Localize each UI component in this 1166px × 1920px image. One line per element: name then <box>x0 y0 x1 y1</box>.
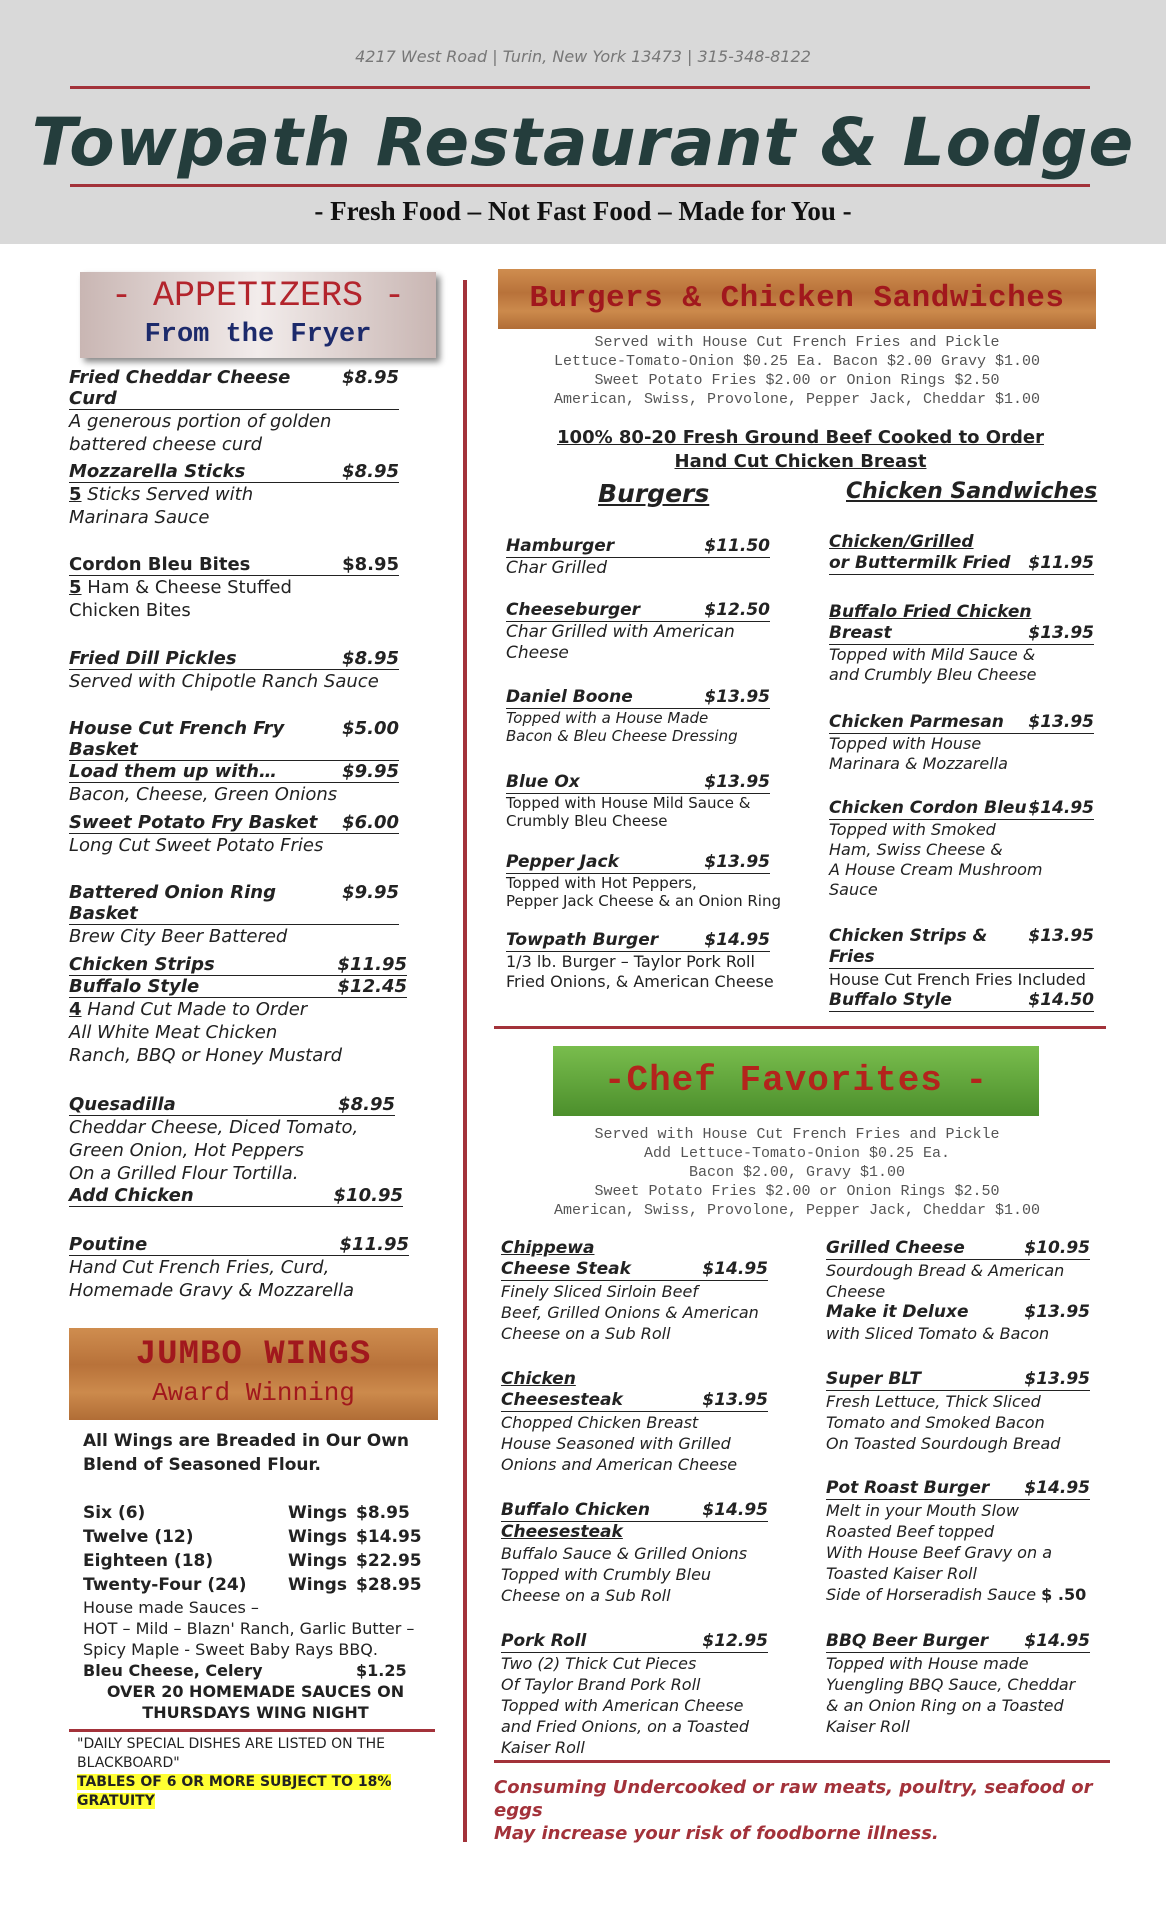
header-bottom-rule <box>70 184 1090 187</box>
appetizers-banner <box>80 272 436 358</box>
burgers-served-info: Served with House Cut French Fries and Pickle Lettuce-Tomato-Onion $0.25 Ea. Bacon $2.00 Gravy $1.00 Sweet Potato Fries $2.00 or Onion Rings $2.50 American, Swiss, Provolone, Pepper Jack, Cheddar $1.00 <box>553 334 1041 408</box>
bleu-cheese-line: Bleu Cheese, Celery <box>83 1661 263 1680</box>
menu-item: Cheeseburger $12.50 Char Grilled with American Cheese <box>506 600 770 663</box>
menu-item: Buffalo Chicken $14.95 Cheesesteak Buffalo Sauce & Grilled Onions Topped with Crumbly Bleu Cheese on a Sub Roll <box>501 1500 768 1605</box>
menu-item: Grilled Cheese $10.95 Sourdough Bread & American Cheese Make it Deluxe $13.95 with Sliced Tomato & Bacon <box>826 1238 1090 1343</box>
menu-item: House Cut French Fry Basket $5.00 Load them up with… $9.95 Bacon, Cheese, Green Onions <box>69 718 399 805</box>
column-divider <box>463 280 467 1842</box>
header-top-rule <box>70 86 1090 89</box>
burgers-banner <box>498 269 1096 329</box>
notes-rule <box>69 1729 435 1732</box>
menu-item: Super BLT $13.95 Fresh Lettuce, Thick Sliced Tomato and Smoked Bacon On Toasted Sourdough Bread <box>826 1369 1090 1453</box>
menu-item: Daniel Boone $13.95 Topped with a House Made Bacon & Bleu Cheese Dressing <box>506 687 770 745</box>
menu-item: Pot Roast Burger $14.95 Melt in your Mouth Slow Roasted Beef topped With House Beef Gravy on a Toasted Kaiser Roll Side of Horseradish Sauce $ .50 <box>826 1478 1090 1604</box>
menu-item: Poutine $11.95 Hand Cut French Fries, Curd, Homemade Gravy & Mozzarella <box>69 1234 409 1301</box>
bleu-cheese-price: $1.25 <box>356 1661 407 1680</box>
foodborne-warning: Consuming Undercooked or raw meats, poultry, seafood or eggs May increase your risk of foodborne illness. <box>494 1777 1093 1844</box>
menu-item: Hamburger $11.50 Char Grilled <box>506 536 770 578</box>
header-band <box>0 0 1166 244</box>
menu-item: Chicken Strips $11.95 Buffalo Style $12.45 4 Hand Cut Made to Order All White Meat Chicken Ranch, BBQ or Honey Mustard <box>69 954 407 1066</box>
chef-heading: -Chef Favorites - <box>603 1060 989 1101</box>
wings-sauces: House made Sauces – HOT – Mild – Blazn' Ranch, Garlic Butter – Spicy Maple - Sweet Baby Rays BBQ. <box>83 1598 415 1659</box>
burgers-heading: Burgers & Chicken Sandwiches <box>529 281 1065 316</box>
warning-rule <box>494 1760 1110 1763</box>
menu-item: Sweet Potato Fry Basket $6.00 Long Cut Sweet Potato Fries <box>69 812 399 856</box>
restaurant-title: Towpath Restaurant & Lodge <box>31 104 1135 181</box>
daily-special-note: "DAILY SPECIAL DISHES ARE LISTED ON THE BLACKBOARD" <box>77 1736 385 1771</box>
gratuity-note: TABLES OF 6 OR MORE SUBJECT TO 18% GRATUITY <box>77 1774 392 1809</box>
menu-item: Buffalo Fried Chicken Breast $13.95 Topped with Mild Sauce & and Crumbly Bleu Cheese <box>829 602 1094 684</box>
wings-subheading: Award Winning <box>152 1378 355 1408</box>
address: 4217 West Road | Turin, New York 13473 | 315-348-8122 <box>355 47 811 66</box>
wings-heading: JUMBO WINGS <box>135 1336 372 1374</box>
tagline: - Fresh Food – Not Fast Food – Made for You - <box>314 196 852 226</box>
chef-served-info: Served with House Cut French Fries and Pickle Add Lettuce-Tomato-Onion $0.25 Ea. Bacon $2.00, Gravy $1.00 Sweet Potato Fries $2.00 or Onion Rings $2.50 American, Swiss, Provolone, Pepper Jack, Cheddar $1.00 <box>553 1126 1041 1219</box>
menu-item: Battered Onion Ring Basket $9.95 Brew City Beer Battered <box>69 882 399 947</box>
menu-item: Blue Ox $13.95 Topped with House Mild Sauce & Crumbly Bleu Cheese <box>506 772 770 830</box>
menu-item: Fried Cheddar Cheese Curd $8.95 A generous portion of golden battered cheese curd <box>69 367 399 455</box>
burgers-subtitle: Burgers <box>598 479 710 508</box>
menu-item: Chicken Cheesesteak $13.95 Chopped Chicken Breast House Seasoned with Grilled Onions and American Cheese <box>501 1369 768 1474</box>
menu-item: Fried Dill Pickles $8.95 Served with Chipotle Ranch Sauce <box>69 648 399 692</box>
menu-item: Chicken/Grilled or Buttermilk Fried $11.95 <box>829 532 1094 573</box>
chicken-subtitle: Chicken Sandwiches <box>846 479 1098 504</box>
wings-banner <box>69 1328 438 1420</box>
menu-item: Chicken Parmesan $13.95 Topped with House Marinara & Mozzarella <box>829 712 1094 773</box>
menu-item: Quesadilla $8.95 Cheddar Cheese, Diced Tomato, Green Onion, Hot Peppers On a Grilled Flour Tortilla. Add Chicken $10.95 <box>69 1094 403 1206</box>
homemade-sauces-note: OVER 20 HOMEMADE SAUCES ON THURSDAYS WING NIGHT <box>106 1682 405 1722</box>
wings-intro: All Wings are Breaded in Our Own Blend of Seasoned Flour. <box>83 1431 410 1475</box>
appetizers-subheading: From the Fryer <box>144 320 372 350</box>
menu-item: BBQ Beer Burger $14.95 Topped with House made Yuengling BBQ Sauce, Cheddar & an Onion Ring on a Toasted Kaiser Roll <box>826 1631 1090 1736</box>
menu-item: Pepper Jack $13.95 Topped with Hot Peppers, Pepper Jack Cheese & an Onion Ring <box>506 852 781 910</box>
menu-item: Mozzarella Sticks $8.95 5 Sticks Served with Marinara Sauce <box>69 461 399 528</box>
menu-item: Pork Roll $12.95 Two (2) Thick Cut Pieces Of Taylor Brand Pork Roll Topped with American Cheese and Fried Onions, on a Toasted Kaiser Roll <box>501 1631 768 1757</box>
appetizers-heading: - APPETIZERS - <box>110 276 406 316</box>
menu-item: Chippewa Cheese Steak $14.95 Finely Sliced Sirloin Beef Beef, Grilled Onions & American Cheese on a Sub Roll <box>501 1238 768 1343</box>
beef-note: 100% 80-20 Fresh Ground Beef Cooked to Order Hand Cut Chicken Breast <box>557 427 1044 472</box>
chef-banner <box>553 1046 1039 1116</box>
section-rule <box>494 1026 1106 1029</box>
menu-item: Chicken Cordon Bleu $14.95 Topped with Smoked Ham, Swiss Cheese & A House Cream Mushroom Sauce <box>829 798 1094 899</box>
menu-item: Cordon Bleu Bites $8.95 5 Ham & Cheese Stuffed Chicken Bites <box>69 554 399 621</box>
menu-item: Chicken Strips & Fries $13.95 House Cut French Fries Included Buffalo Style $14.50 <box>829 926 1094 1010</box>
menu-item: Towpath Burger $14.95 1/3 lb. Burger – Taylor Pork Roll Fried Onions, & American Cheese <box>506 930 774 991</box>
